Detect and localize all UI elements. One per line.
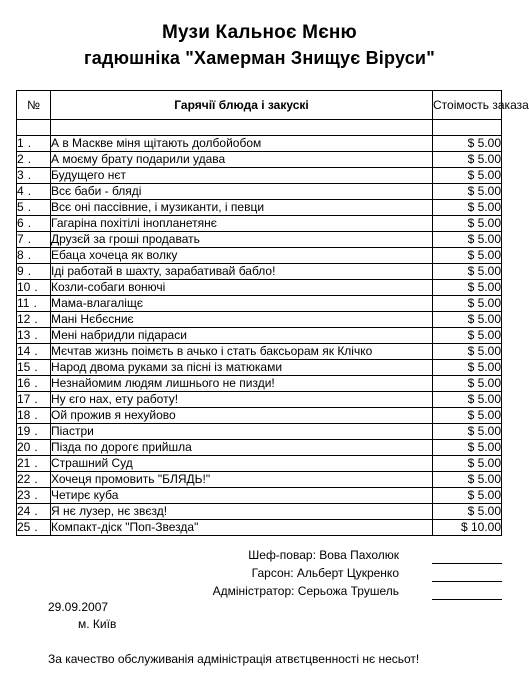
row-number: 9 [17, 264, 24, 278]
table-row [17, 312, 502, 328]
row-number-cell [17, 488, 51, 504]
row-number-dot: . [34, 488, 38, 502]
row-number-cell [17, 392, 51, 408]
row-number: 1 [17, 136, 24, 150]
table-row [17, 376, 502, 392]
row-number-cell [17, 360, 51, 376]
row-number-dot: . [33, 296, 37, 310]
column-header-price: Стоімость заказа [433, 91, 502, 120]
table-row [17, 472, 502, 488]
menu-subtitle: гадюшніка "Хамерман Знищує Віруси" [84, 48, 435, 68]
dish-price: $ 5.00 [433, 248, 502, 264]
row-number-dot: . [27, 200, 32, 214]
dish-price: $ 5.00 [433, 200, 502, 216]
admin-signature-label: Адміністратор: Серьожа Трушель [212, 584, 399, 598]
table-spacer-row [17, 120, 502, 136]
row-number: 18 [17, 408, 31, 422]
waiter-signature-label: Гарсон: Альберт Цукренко [251, 566, 399, 580]
row-number: 15 [17, 360, 31, 374]
dish-name: Я нє лузер, нє звєзд! [51, 504, 433, 520]
row-number: 8 [17, 248, 24, 262]
row-number-cell [17, 344, 51, 360]
row-number: 3 [17, 168, 24, 182]
table-row [17, 344, 502, 360]
menu-title: Музи Кальноє Мєню [162, 22, 357, 43]
dish-price: $ 5.00 [433, 152, 502, 168]
dish-price: $ 5.00 [433, 424, 502, 440]
row-number-cell [17, 152, 51, 168]
dish-name: Страшний Суд [51, 456, 433, 472]
table-row [17, 504, 502, 520]
row-number-cell [17, 520, 51, 536]
row-number-dot: . [34, 280, 38, 294]
dish-price: $ 5.00 [433, 136, 502, 152]
table-row [17, 264, 502, 280]
row-number: 10 [17, 280, 31, 294]
row-number-dot: . [34, 392, 38, 406]
row-number-cell [17, 328, 51, 344]
row-number-dot: . [27, 168, 32, 182]
dish-name: Піастри [51, 424, 433, 440]
row-number: 4 [17, 184, 24, 198]
dish-price: $ 5.00 [433, 408, 502, 424]
table-row [17, 168, 502, 184]
dish-name: А в Маскве міня щітають долбойобом [51, 136, 433, 152]
spacer-cell [17, 120, 51, 136]
row-number-dot: . [27, 232, 32, 246]
row-number: 16 [17, 376, 31, 390]
table-row [17, 232, 502, 248]
table-row [17, 152, 502, 168]
row-number-dot: . [27, 184, 32, 198]
row-number: 24 [17, 504, 31, 518]
row-number-dot: . [34, 472, 38, 486]
row-number-cell [17, 408, 51, 424]
row-number: 13 [17, 328, 31, 342]
row-number-dot: . [34, 328, 38, 342]
dish-price: $ 5.00 [433, 456, 502, 472]
dish-name: Всє оні пассівние, і музиканти, і певци [51, 200, 433, 216]
row-number-dot: . [27, 136, 32, 150]
menu-table-body [17, 136, 502, 536]
table-row [17, 296, 502, 312]
table-row [17, 136, 502, 152]
row-number: 5 [17, 200, 24, 214]
row-number-cell [17, 472, 51, 488]
row-number-dot: . [34, 360, 38, 374]
row-number-cell [17, 136, 51, 152]
dish-price: $ 5.00 [433, 280, 502, 296]
table-row [17, 520, 502, 536]
row-number-cell [17, 264, 51, 280]
dish-price: $ 5.00 [433, 488, 502, 504]
row-number: 11 [17, 296, 30, 310]
dish-price: $ 5.00 [433, 184, 502, 200]
row-number-cell [17, 376, 51, 392]
dish-price: $ 5.00 [433, 328, 502, 344]
dish-name: А моєму брату подарили удава [51, 152, 433, 168]
table-header-row [17, 91, 502, 120]
row-number: 23 [17, 488, 31, 502]
column-header-dish: Гарячії блюда і закускі [51, 91, 433, 120]
dish-name: Мені набридли підараси [51, 328, 433, 344]
dish-name: Будущего нєт [51, 168, 433, 184]
row-number: 20 [17, 440, 31, 454]
menu-city: м. Київ [78, 617, 117, 631]
table-row [17, 184, 502, 200]
table-row [17, 248, 502, 264]
row-number-cell [17, 296, 51, 312]
dish-price: $ 5.00 [433, 264, 502, 280]
table-row [17, 488, 502, 504]
menu-date: 29.09.2007 [48, 600, 109, 614]
table-row [17, 280, 502, 296]
row-number: 22 [17, 472, 31, 486]
dish-name: Четирє куба [51, 488, 433, 504]
dish-name: Ой прожив я нехуйово [51, 408, 433, 424]
dish-name: Ну єго нах, ету работу! [51, 392, 433, 408]
dish-price: $ 5.00 [433, 376, 502, 392]
dish-price: $ 5.00 [433, 216, 502, 232]
row-number-dot: . [34, 376, 38, 390]
dish-name: Мама-влагаліщє [51, 296, 433, 312]
admin-signature-line [432, 599, 502, 600]
column-header-number: № [17, 91, 51, 120]
chef-signature-line [432, 563, 502, 564]
row-number: 19 [17, 424, 31, 438]
dish-name: Друзєй за гроші продавать [51, 232, 433, 248]
dish-price: $ 5.00 [433, 168, 502, 184]
row-number-cell [17, 504, 51, 520]
dish-name: Незнайомим людям лишнього не пизди! [51, 376, 433, 392]
dish-price: $ 5.00 [433, 392, 502, 408]
dish-name: Ебаца хочеца як волку [51, 248, 433, 264]
dish-name: Мані Нєбєсниє [51, 312, 433, 328]
dish-name: Народ двома руками за пісні із матюками [51, 360, 433, 376]
menu-table [16, 90, 529, 536]
spacer-cell [433, 120, 502, 136]
dish-price: $ 5.00 [433, 344, 502, 360]
row-number-dot: . [27, 216, 32, 230]
table-row [17, 456, 502, 472]
row-number: 7 [17, 232, 24, 246]
dish-price: $ 5.00 [433, 232, 502, 248]
row-number-cell [17, 184, 51, 200]
dish-price: $ 5.00 [433, 312, 502, 328]
table-row [17, 424, 502, 440]
row-number-cell [17, 280, 51, 296]
dish-price: $ 5.00 [433, 360, 502, 376]
chef-signature-label: Шеф-повар: Вова Пахолюк [248, 548, 399, 562]
row-number-cell [17, 232, 51, 248]
row-number-cell [17, 424, 51, 440]
row-number-dot: . [34, 408, 38, 422]
row-number: 21 [17, 456, 31, 470]
row-number: 25 [17, 520, 31, 534]
dish-name: Хочеця промовить "БЛЯДЬ!" [51, 472, 433, 488]
dish-name: Іді работай в шахту, зарабативай бабло! [51, 264, 433, 280]
row-number-dot: . [34, 312, 38, 326]
row-number-dot: . [34, 504, 38, 518]
dish-name: Всє баби - бляді [51, 184, 433, 200]
row-number-cell [17, 248, 51, 264]
row-number-cell [17, 200, 51, 216]
dish-name: Компакт-діск "Поп-Звезда" [51, 520, 433, 536]
row-number: 2 [17, 152, 24, 166]
row-number-dot: . [34, 344, 38, 358]
dish-name: Пізда по дорогє прийшла [51, 440, 433, 456]
spacer-cell [51, 120, 433, 136]
row-number-cell [17, 312, 51, 328]
dish-price: $ 5.00 [433, 296, 502, 312]
disclaimer-text: За качество обслуживанія адміністрація атвєтцвенності нє несьот! [48, 652, 420, 666]
row-number-dot: . [27, 264, 32, 278]
table-row [17, 392, 502, 408]
dish-name: Мєчтав жизнь поімєть в ачько і стать баксьорам як Клічко [51, 344, 433, 360]
dish-name: Гагаріна похітілі інопланетянє [51, 216, 433, 232]
row-number-cell [17, 216, 51, 232]
row-number-dot: . [27, 248, 32, 262]
row-number: 6 [17, 216, 24, 230]
table-row [17, 200, 502, 216]
table-row [17, 216, 502, 232]
row-number-dot: . [34, 520, 38, 534]
row-number-dot: . [27, 152, 32, 166]
row-number-dot: . [34, 424, 38, 438]
row-number: 17 [17, 392, 31, 406]
dish-price: $ 5.00 [433, 440, 502, 456]
table-row [17, 440, 502, 456]
row-number-dot: . [34, 456, 38, 470]
row-number-cell [17, 440, 51, 456]
dish-price: $ 10.00 [433, 520, 502, 536]
waiter-signature-line [432, 581, 502, 582]
row-number-cell [17, 168, 51, 184]
dish-price: $ 5.00 [433, 472, 502, 488]
table-row [17, 360, 502, 376]
row-number-cell [17, 456, 51, 472]
dish-name: Козли-собаги вонючі [51, 280, 433, 296]
table-row [17, 328, 502, 344]
dish-price: $ 5.00 [433, 504, 502, 520]
table-row [17, 408, 502, 424]
row-number: 12 [17, 312, 31, 326]
row-number: 14 [17, 344, 31, 358]
row-number-dot: . [34, 440, 38, 454]
